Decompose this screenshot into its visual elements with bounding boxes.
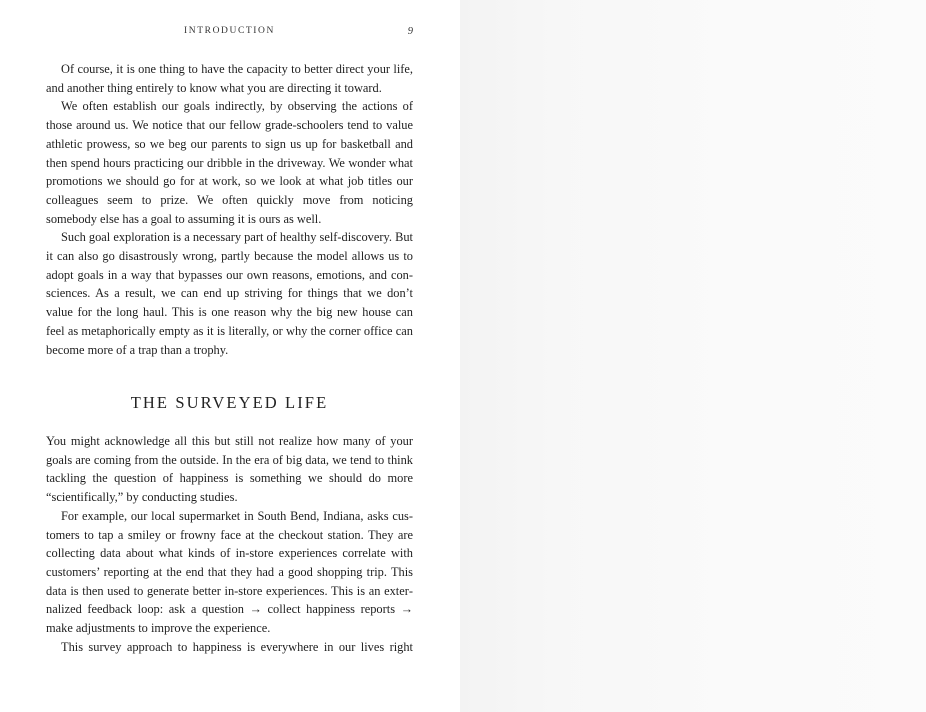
page-number: 9 xyxy=(407,26,413,37)
paragraph: Such goal exploration is a necessary part of healthy self-discovery. But it can also go disastrously wrong, partly because the model allows us to adopt goals in a way that bypasses our own reasons, emotions, and consciences. As a result, we can end up striving for things that we don’t value for the long haul. This is one reason why the big new house can feel as metaphorically empty as it is literally, or why the corner office can become more of a trap than a trophy. xyxy=(46,230,413,357)
paragraph: For example, our local supermarket in South Bend, Indiana, asks customers to tap a smiley or frowny face at the checkout station. They are collecting data about what kinds of in-store experiences correlate with customers’ reporting at the end that they had a good shopping trip. This data is then used to generate better in-store experiences. This is an externalized feedback loop: ask a question → collect happiness reports → make adjustments to improve the experience. xyxy=(46,508,413,636)
body-text-section-one xyxy=(46,60,413,359)
running-head xyxy=(46,26,413,40)
paragraph: This survey approach to happiness is everywhere in our lives right xyxy=(61,639,413,654)
adjacent-page-blank xyxy=(460,0,926,712)
section-heading: THE SURVEYED LIFE xyxy=(130,393,329,412)
running-title: INTRODUCTION xyxy=(184,26,275,36)
paragraph: Of course, it is one thing to have the capacity to better direct your life, and another thing entirely to know what you are directing it toward. xyxy=(46,62,413,95)
paragraph: We often establish our goals indirectly, by observing the actions of those around us. We notice that our fellow grade-schoolers tend to value athletic prowess, so we beg our parents to sign us up for basketball and then spend hours practicing our dribble in the driveway. We wonder what promotions we should go for at work, so we look at what job titles our colleagues seem to prize. We often quickly move from noticing somebody else has a goal to assuming it is ours as well. xyxy=(46,99,413,226)
paragraph: You might acknowledge all this but still not realize how many of your goals are coming from the outside. In the era of big data, we tend to think tackling the question of happiness is something we should do more “scientifically,” by conducting studies. xyxy=(46,434,413,505)
book-page-left xyxy=(0,0,460,712)
body-text-section-two xyxy=(46,432,413,656)
